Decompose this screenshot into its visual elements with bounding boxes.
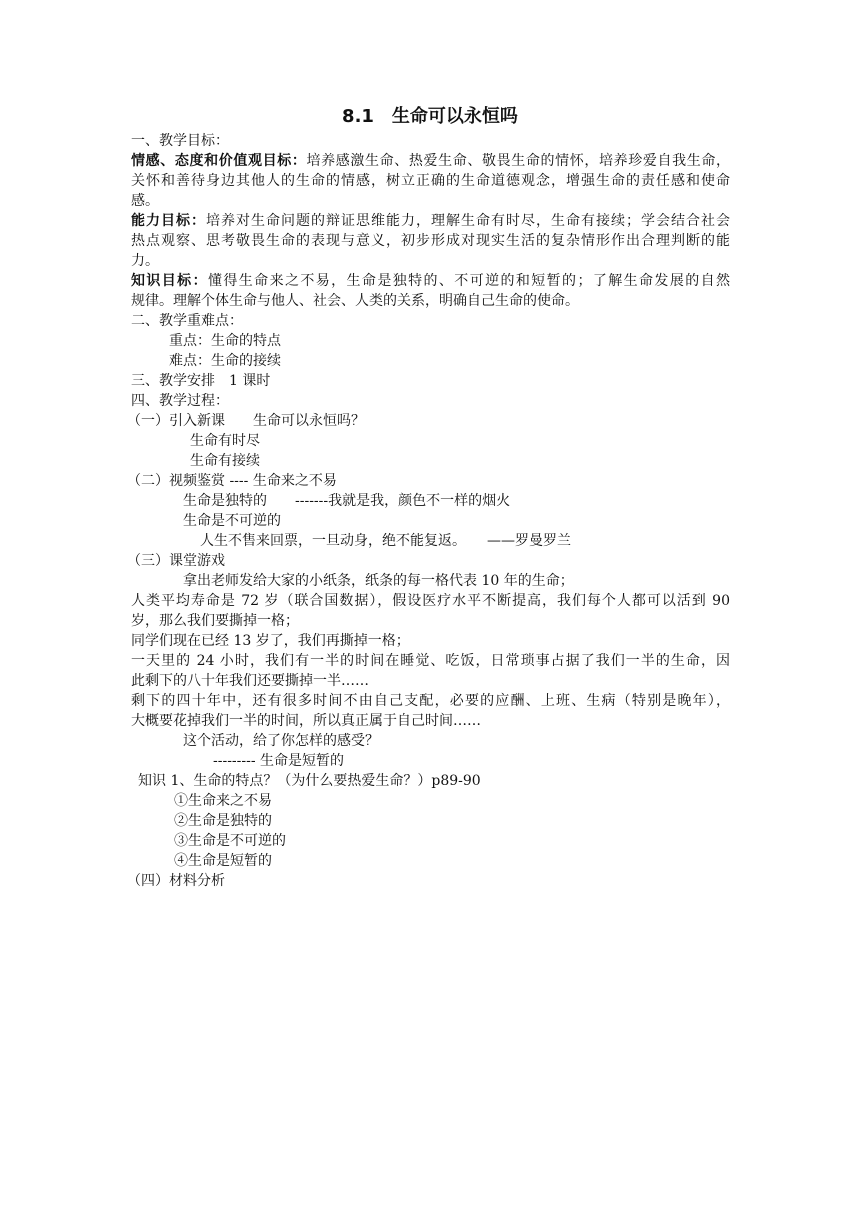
part3-line-b1: 人类平均寿命是 72 岁（联合国数据），假设医疗水平不断提高，我们每个人都可以活到 90 [131,593,730,609]
part3-line-a: 拿出老师发给大家的小纸条，纸条的每一格代表 10 年的生命； [183,573,574,589]
part3-heading: （三）课堂游戏 [127,553,225,569]
part3-line-d2: 此剩下的八十年我们还要撕掉一半…… [131,673,369,689]
part1-item-b: 生命有接续 [190,453,260,469]
part4-heading: （四）材料分析 [127,873,225,889]
section-heading-objectives: 一、教学目标： [131,133,229,149]
part3-line-e2: 大概要花掉我们一半的时间，所以真正属于自己时间…… [131,713,481,729]
life-feature-2: ②生命是独特的 [174,813,272,829]
knowledge-goal-label: 知识目标： [131,273,208,289]
part3-line-d1: 一天里的 24 小时，我们有一半的时间在睡觉、吃饭，日常琐事占据了我们一半的生命，因 [131,653,730,669]
ability-goal-label: 能力目标： [131,213,206,229]
emotion-goal-line-3: 感。 [131,193,159,209]
part3-line-e1: 剩下的四十年中，还有很多时间不由自己支配，必要的应酬、上班、生病（特别是晚年）， [131,693,730,709]
part3-question: 这个活动，给了你怎样的感受？ [183,733,379,749]
part1-heading: （一）引入新课 生命可以永恒吗？ [127,413,365,429]
emotion-goal-line-2: 关怀和善待身边其他人的生命的情感，树立正确的生命道德观念，增强生命的责任感和使命 [131,173,730,189]
part3-line-b2: 岁，那么我们要撕掉一格； [131,613,299,629]
ability-goal-line-1 [131,211,730,231]
page-title: 8.1 生命可以永恒吗 [342,106,518,127]
emotion-goal-line-1 [131,151,730,171]
section-heading-key-points: 二、教学重难点： [131,313,243,329]
part1-item-a: 生命有时尽 [190,433,260,449]
part2-heading: （二）视频鉴赏 ---- 生命来之不易 [127,473,337,489]
section-heading-process: 四、教学过程： [131,393,229,409]
life-feature-1: ①生命来之不易 [174,793,272,809]
key-point: 重点：生命的特点 [169,333,281,349]
section-heading-schedule: 三、教学安排 1 课时 [131,373,271,389]
knowledge-point-1: 知识 1、生命的特点？（为什么要热爱生命？）p89-90 [138,773,481,789]
part2-item-b: 生命是不可逆的 [183,513,281,529]
knowledge-goal-line-2: 规律。理解个体生命与他人、社会、人类的关系，明确自己生命的使命。 [131,293,579,309]
ability-goal-text: 培养对生命问题的辩证思维能力，理解生命有时尽，生命有接续；学会结合社会 [206,213,730,229]
part2-item-a: 生命是独特的 -------我就是我，颜色不一样的烟火 [183,493,511,509]
part3-answer: --------- 生命是短暂的 [213,753,345,769]
part3-line-c: 同学们现在已经 13 岁了，我们再撕掉一格； [131,633,410,649]
ability-goal-line-3: 力。 [131,253,159,269]
knowledge-goal-text: 懂得生命来之不易，生命是独特的、不可逆的和短暂的；了解生命发展的自然 [207,273,731,289]
emotion-goal-label: 情感、态度和价值观目标： [131,153,307,169]
part2-quote: 人生不售来回票，一旦动身，绝不能复返。 ——罗曼罗兰 [200,533,571,549]
emotion-goal-text: 培养感激生命、热爱生命、敬畏生命的情怀，培养珍爱自我生命， [306,153,730,169]
ability-goal-line-2: 热点观察、思考敬畏生命的表现与意义，初步形成对现实生活的复杂情形作出合理判断的能 [131,233,730,249]
life-feature-4: ④生命是短暂的 [174,853,272,869]
life-feature-3: ③生命是不可逆的 [174,833,286,849]
difficult-point: 难点：生命的接续 [169,353,281,369]
knowledge-goal-line-1 [131,271,730,291]
